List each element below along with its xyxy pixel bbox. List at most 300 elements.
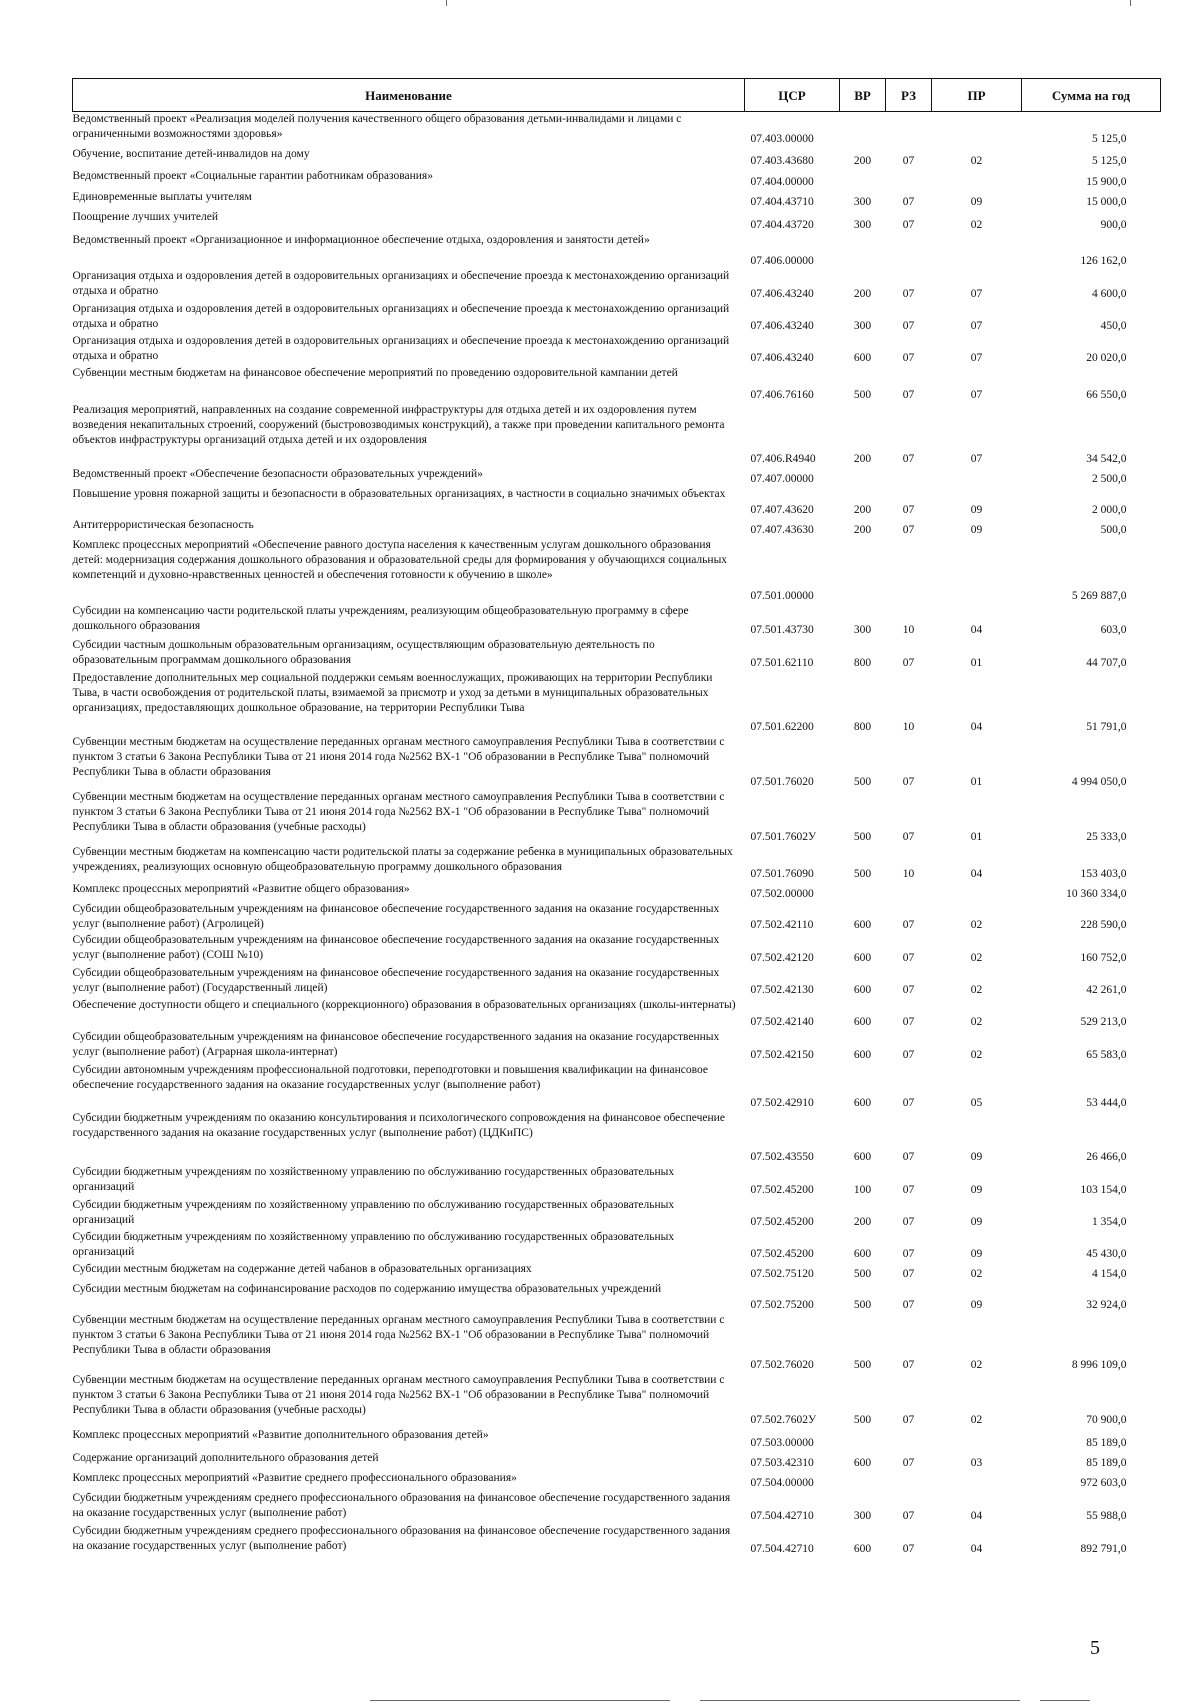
row-pr: 01 xyxy=(970,830,983,843)
row-name: Антитеррористическая безопасность xyxy=(72,518,254,531)
row-vr: 600 xyxy=(853,351,872,364)
table-row xyxy=(73,147,1161,169)
row-name: Субсидии автономным учреждениям профессиональной подготовки, переподготовки и повышения квалификации на финансовое обеспечение государственного задания на оказание государственных услуг (выполнение работ) xyxy=(72,1063,708,1091)
row-rz: 07 xyxy=(902,1358,915,1371)
table-row xyxy=(73,1428,1161,1451)
row-vr: 800 xyxy=(853,656,872,669)
row-rz: 07 xyxy=(902,775,915,788)
row-name: Комплекс процессных мероприятий «Развитие среднего профессионального образования» xyxy=(72,1471,517,1484)
row-sum: 66 550,0 xyxy=(1086,388,1127,401)
row-name: Субвенции местным бюджетам на осуществление переданных органам местного самоуправления Республики Тыва в соответствии с пунктом 3 статьи 6 Закона Республики Тыва от 21 июня 2014 года №2562 ВХ-1 "Об образовании в Республике Тыва" полномочий Республики Тыва в области образования (учебные расходы) xyxy=(72,790,725,833)
table-row xyxy=(73,933,1161,966)
row-sum: 53 444,0 xyxy=(1086,1096,1127,1109)
row-csr: 07.502.45200 xyxy=(750,1247,814,1260)
table-row xyxy=(73,403,1161,467)
row-sum: 603,0 xyxy=(1100,623,1127,636)
row-csr: 07.501.76020 xyxy=(750,775,814,788)
row-pr: 01 xyxy=(970,656,983,669)
row-csr: 07.406.43240 xyxy=(750,287,814,300)
row-csr: 07.502.42110 xyxy=(750,918,814,931)
row-sum: 2 000,0 xyxy=(1092,503,1127,516)
row-pr: 02 xyxy=(970,918,983,931)
row-rz: 07 xyxy=(902,1048,915,1061)
row-csr: 07.502.42120 xyxy=(750,951,814,964)
table-row xyxy=(73,735,1161,790)
row-sum: 55 988,0 xyxy=(1086,1509,1127,1522)
row-vr: 300 xyxy=(853,218,872,231)
row-sum: 228 590,0 xyxy=(1080,918,1127,931)
row-sum: 4 600,0 xyxy=(1092,287,1127,300)
row-sum: 34 542,0 xyxy=(1086,452,1127,465)
row-sum: 70 900,0 xyxy=(1086,1413,1127,1426)
row-vr: 200 xyxy=(853,452,872,465)
row-name: Субсидии бюджетным учреждениям по хозяйственному управлению по обслуживанию государственных образовательных организаций xyxy=(72,1198,675,1226)
table-body xyxy=(73,112,1161,1557)
row-pr: 09 xyxy=(970,1150,983,1163)
row-pr: 09 xyxy=(970,1183,983,1196)
table-row xyxy=(73,966,1161,998)
row-vr xyxy=(840,169,886,190)
row-rz: 07 xyxy=(902,1183,915,1196)
header-vr: ВР xyxy=(840,79,886,112)
row-rz: 07 xyxy=(902,830,915,843)
row-rz: 07 xyxy=(902,1015,915,1028)
table-row xyxy=(73,1313,1161,1373)
row-sum: 51 791,0 xyxy=(1086,720,1127,733)
row-name: Субсидии частным дошкольным образовательным организациям, осуществляющим образовательную деятельность по образовательным программам дошкольного образования xyxy=(72,638,655,666)
row-name: Субвенции местным бюджетам на компенсацию части родительской платы за содержание ребенка в муниципальных образовательных учреждениях, реализующих основную общеобразовательную программу дошкольного образования xyxy=(72,845,733,873)
row-name: Обеспечение доступности общего и специального (коррекционного) образования в образовательных организациях (школы-интернаты) xyxy=(72,998,736,1011)
row-sum: 4 154,0 xyxy=(1092,1267,1127,1280)
row-pr: 09 xyxy=(970,523,983,536)
row-csr: 07.501.00000 xyxy=(750,589,814,602)
row-name: Ведомственный проект «Обеспечение безопасности образовательных учреждений» xyxy=(72,467,483,480)
row-sum: 892 791,0 xyxy=(1080,1542,1127,1555)
scan-artifact-top-right xyxy=(1130,0,1131,6)
row-csr: 07.406.43240 xyxy=(750,351,814,364)
row-rz: 07 xyxy=(902,452,915,465)
row-pr: 07 xyxy=(970,351,983,364)
row-sum: 85 189,0 xyxy=(1086,1436,1127,1449)
row-name: Реализация мероприятий, направленных на создание современной инфраструктуры для отдыха детей и их оздоровления путем возведения некапитальных строений, сооружений (быстровозводимых конструкций), а также при проведении капитального ремонта объектов инфраструктуры организаций отдыха детей и их оздоровления xyxy=(72,403,725,446)
row-pr xyxy=(932,882,1022,902)
row-pr: 02 xyxy=(970,1413,983,1426)
row-name: Субсидии бюджетным учреждениям по хозяйственному управлению по обслуживанию государственных образовательных организаций xyxy=(72,1230,675,1258)
row-sum: 15 900,0 xyxy=(1086,175,1127,188)
row-rz: 10 xyxy=(902,867,915,880)
row-vr xyxy=(840,1471,886,1491)
row-csr: 07.502.43550 xyxy=(750,1150,814,1163)
table-row xyxy=(73,845,1161,882)
row-rz xyxy=(886,467,932,487)
table-row xyxy=(73,1524,1161,1557)
row-vr xyxy=(840,882,886,902)
row-name: Субвенции местным бюджетам на осуществление переданных органам местного самоуправления Республики Тыва в соответствии с пунктом 3 статьи 6 Закона Республики Тыва от 21 июня 2014 года №2562 ВХ-1 "Об образовании в Республике Тыва" полномочий Республики Тыва в области образования xyxy=(72,1313,725,1356)
table-row xyxy=(73,1230,1161,1262)
row-csr: 07.403.00000 xyxy=(750,132,814,145)
table-row xyxy=(73,467,1161,487)
row-sum: 153 403,0 xyxy=(1080,867,1127,880)
scan-artifact-bottom-3 xyxy=(1040,1700,1090,1701)
row-sum: 900,0 xyxy=(1100,218,1127,231)
table-row xyxy=(73,487,1161,518)
table-row xyxy=(73,902,1161,933)
row-vr: 300 xyxy=(853,1509,872,1522)
row-csr: 07.501.62110 xyxy=(750,656,814,669)
row-sum: 126 162,0 xyxy=(1080,254,1127,267)
table-row xyxy=(73,882,1161,902)
table-header xyxy=(73,79,1161,112)
row-pr: 09 xyxy=(970,1247,983,1260)
header-sum: Сумма на год xyxy=(1022,79,1161,112)
row-vr: 200 xyxy=(853,503,872,516)
table-row xyxy=(73,1030,1161,1063)
row-pr: 04 xyxy=(970,623,983,636)
row-pr: 09 xyxy=(970,1298,983,1311)
row-vr xyxy=(840,467,886,487)
row-rz: 07 xyxy=(902,1413,915,1426)
row-vr: 600 xyxy=(853,951,872,964)
row-csr: 07.503.00000 xyxy=(750,1436,814,1449)
row-rz: 07 xyxy=(902,319,915,332)
table-row xyxy=(73,269,1161,302)
row-name: Субсидии местным бюджетам на содержание детей чабанов в образовательных организациях xyxy=(72,1262,532,1275)
row-rz xyxy=(886,1471,932,1491)
row-pr: 07 xyxy=(970,388,983,401)
row-csr: 07.406.76160 xyxy=(750,388,814,401)
row-rz: 07 xyxy=(902,1509,915,1522)
table-row xyxy=(73,169,1161,190)
row-pr xyxy=(932,538,1022,604)
row-sum: 2 500,0 xyxy=(1092,472,1127,485)
row-pr: 04 xyxy=(970,1542,983,1555)
table-row xyxy=(73,1262,1161,1282)
row-name: Субсидии бюджетным учреждениям среднего профессионального образования на финансовое обеспечение государственного задания на оказание государственных услуг (выполнение работ) xyxy=(72,1524,731,1552)
row-pr: 02 xyxy=(970,951,983,964)
row-name: Субвенции местным бюджетам на финансовое обеспечение мероприятий по проведению оздоровительной кампании детей xyxy=(72,366,678,379)
table-row xyxy=(73,1491,1161,1524)
table-row xyxy=(73,1111,1161,1165)
header-row xyxy=(73,79,1161,112)
row-pr: 07 xyxy=(970,452,983,465)
row-name: Организация отдыха и оздоровления детей в оздоровительных организациях и обеспечение проезда к местонахождению организаций отдыха и обратно xyxy=(72,269,730,297)
row-vr: 600 xyxy=(853,1096,872,1109)
row-rz xyxy=(886,882,932,902)
row-name: Комплекс процессных мероприятий «Обеспечение равного доступа населения к качественным услугам дошкольного образования детей: модернизация содержания дошкольного образования и образовательной среды для формирования у обучающихся социальных компетенций и духовно-нравственных ценностей и обеспечения готовности к обучению в школе» xyxy=(72,538,728,581)
row-csr: 07.406.43240 xyxy=(750,319,814,332)
row-rz: 07 xyxy=(902,1215,915,1228)
row-sum: 32 924,0 xyxy=(1086,1298,1127,1311)
row-sum: 45 430,0 xyxy=(1086,1247,1127,1260)
row-csr: 07.502.42140 xyxy=(750,1015,814,1028)
row-vr: 300 xyxy=(853,319,872,332)
header-csr: ЦСР xyxy=(745,79,840,112)
header-name: Наименование xyxy=(73,79,745,112)
table-row xyxy=(73,518,1161,538)
row-csr: 07.406.R4940 xyxy=(750,452,816,465)
row-sum: 5 125,0 xyxy=(1092,154,1127,167)
row-pr xyxy=(932,233,1022,269)
row-rz: 07 xyxy=(902,503,915,516)
scan-artifact-bottom-2 xyxy=(700,1700,1020,1701)
row-name: Субсидии на компенсацию части родительской платы учреждениям, реализующим общеобразовательную программу в сфере дошкольного образования xyxy=(72,604,689,632)
table-row xyxy=(73,302,1161,334)
row-name: Единовременные выплаты учителям xyxy=(72,190,252,203)
header-pr: ПР xyxy=(932,79,1022,112)
row-rz: 07 xyxy=(902,218,915,231)
row-pr: 09 xyxy=(970,503,983,516)
row-rz: 10 xyxy=(902,720,915,733)
row-csr: 07.502.42910 xyxy=(750,1096,814,1109)
row-csr: 07.406.00000 xyxy=(750,254,814,267)
row-name: Повышение уровня пожарной защиты и безопасности в образовательных организациях, в частности в социально значимых объектах xyxy=(72,487,726,500)
table-row xyxy=(73,538,1161,604)
row-csr: 07.502.42150 xyxy=(750,1048,814,1061)
row-rz xyxy=(886,538,932,604)
table-row xyxy=(73,1471,1161,1491)
row-csr: 07.501.76090 xyxy=(750,867,814,880)
row-vr xyxy=(840,538,886,604)
row-pr: 02 xyxy=(970,1048,983,1061)
row-csr: 07.403.43680 xyxy=(750,154,814,167)
row-csr: 07.504.42710 xyxy=(750,1509,814,1522)
row-vr: 600 xyxy=(853,1542,872,1555)
row-rz xyxy=(886,233,932,269)
row-sum: 10 360 334,0 xyxy=(1066,887,1127,900)
row-name: Комплекс процессных мероприятий «Развитие общего образования» xyxy=(72,882,410,895)
row-name: Субсидии бюджетным учреждениям по оказанию консультирования и психологического сопровождения на финансовое обеспечение государственного задания на оказание государственных услуг (выполнение работ) (ЦДКиПС) xyxy=(72,1111,725,1139)
row-csr: 07.501.7602У xyxy=(750,830,817,843)
scan-artifact-top xyxy=(446,0,447,6)
row-vr xyxy=(840,112,886,147)
row-csr: 07.502.7602У xyxy=(750,1413,817,1426)
row-name: Субсидии общеобразовательным учреждениям на финансовое обеспечение государственного задания на оказание государственных услуг (выполнение работ) (Аграрная школа-интернат) xyxy=(72,1030,720,1058)
page-number: 5 xyxy=(1090,1637,1100,1659)
row-pr: 07 xyxy=(970,287,983,300)
row-vr: 500 xyxy=(853,775,872,788)
row-name: Предоставление дополнительных мер социальной поддержки семьям военнослужащих, проживающих на территории Республики Тыва, в части освобождения от родительской платы, взимаемой за присмотр и уход за детьми в муниципальных образовательных организациях, предоставляющих дошкольное образование, на территории Республики Тыва xyxy=(72,671,713,714)
row-pr: 04 xyxy=(970,1509,983,1522)
row-vr: 500 xyxy=(853,388,872,401)
row-vr: 200 xyxy=(853,154,872,167)
row-sum: 972 603,0 xyxy=(1080,1476,1127,1489)
budget-table xyxy=(72,78,1161,1557)
row-rz: 07 xyxy=(902,287,915,300)
row-csr: 07.404.43720 xyxy=(750,218,814,231)
row-sum: 85 189,0 xyxy=(1086,1456,1127,1469)
row-vr: 500 xyxy=(853,1267,872,1280)
row-csr: 07.407.43630 xyxy=(750,523,814,536)
table-row xyxy=(73,1282,1161,1313)
row-name: Субсидии общеобразовательным учреждениям на финансовое обеспечение государственного задания на оказание государственных услуг (выполнение работ) (СОШ №10) xyxy=(72,933,720,961)
row-csr: 07.502.45200 xyxy=(750,1183,814,1196)
table-row xyxy=(73,1063,1161,1111)
row-sum: 5 269 887,0 xyxy=(1071,589,1127,602)
row-pr: 02 xyxy=(970,1267,983,1280)
row-csr: 07.503.42310 xyxy=(750,1456,814,1469)
row-csr: 07.502.76020 xyxy=(750,1358,814,1371)
row-rz: 07 xyxy=(902,1298,915,1311)
row-csr: 07.404.00000 xyxy=(750,175,814,188)
row-sum: 8 996 109,0 xyxy=(1071,1358,1127,1371)
row-rz: 07 xyxy=(902,195,915,208)
row-sum: 1 354,0 xyxy=(1092,1215,1127,1228)
row-rz: 07 xyxy=(902,1247,915,1260)
table-row xyxy=(73,671,1161,735)
table-row xyxy=(73,1451,1161,1471)
table-row xyxy=(73,366,1161,403)
row-vr: 600 xyxy=(853,1456,872,1469)
row-vr: 500 xyxy=(853,867,872,880)
row-rz: 07 xyxy=(902,1456,915,1469)
row-sum: 20 020,0 xyxy=(1086,351,1127,364)
row-rz: 07 xyxy=(902,351,915,364)
row-sum: 44 707,0 xyxy=(1086,656,1127,669)
table-row xyxy=(73,790,1161,845)
row-csr: 07.501.43730 xyxy=(750,623,814,636)
row-name: Комплекс процессных мероприятий «Развитие дополнительного образования детей» xyxy=(72,1428,489,1441)
row-sum: 529 213,0 xyxy=(1080,1015,1127,1028)
row-rz: 07 xyxy=(902,656,915,669)
row-sum: 25 333,0 xyxy=(1086,830,1127,843)
row-pr: 02 xyxy=(970,1358,983,1371)
row-name: Субсидии бюджетным учреждениям среднего профессионального образования на финансовое обеспечение государственного задания на оказание государственных услуг (выполнение работ) xyxy=(72,1491,731,1519)
row-rz: 07 xyxy=(902,983,915,996)
table-row xyxy=(73,1198,1161,1230)
row-vr: 500 xyxy=(853,1413,872,1426)
row-vr: 600 xyxy=(853,1150,872,1163)
row-vr: 100 xyxy=(853,1183,872,1196)
row-rz: 07 xyxy=(902,154,915,167)
row-sum: 65 583,0 xyxy=(1086,1048,1127,1061)
row-name: Ведомственный проект «Организационное и информационное обеспечение отдыха, оздоровления и занятости детей» xyxy=(72,233,650,246)
row-rz: 07 xyxy=(902,1096,915,1109)
row-sum: 500,0 xyxy=(1100,523,1127,536)
row-vr: 600 xyxy=(853,983,872,996)
table-row xyxy=(73,1165,1161,1198)
row-csr: 07.502.00000 xyxy=(750,887,814,900)
row-rz: 07 xyxy=(902,1542,915,1555)
row-rz xyxy=(886,169,932,190)
table-row xyxy=(73,210,1161,233)
row-csr: 07.504.42710 xyxy=(750,1542,814,1555)
row-vr: 300 xyxy=(853,623,872,636)
row-vr: 500 xyxy=(853,830,872,843)
row-vr xyxy=(840,1428,886,1451)
row-rz: 07 xyxy=(902,951,915,964)
row-pr xyxy=(932,112,1022,147)
row-pr: 01 xyxy=(970,775,983,788)
row-sum: 26 466,0 xyxy=(1086,1150,1127,1163)
row-csr: 07.404.43710 xyxy=(750,195,814,208)
row-name: Организация отдыха и оздоровления детей в оздоровительных организациях и обеспечение проезда к местонахождению организаций отдыха и обратно xyxy=(72,334,730,362)
table-row xyxy=(73,1373,1161,1428)
row-pr: 09 xyxy=(970,1215,983,1228)
scan-artifact-bottom-1 xyxy=(370,1700,670,1701)
row-name: Поощрение лучших учителей xyxy=(72,210,219,223)
row-sum: 5 125,0 xyxy=(1092,132,1127,145)
row-vr: 200 xyxy=(853,1215,872,1228)
row-csr: 07.502.45200 xyxy=(750,1215,814,1228)
row-name: Ведомственный проект «Социальные гарантии работникам образования» xyxy=(72,169,433,182)
row-vr: 600 xyxy=(853,1015,872,1028)
row-pr: 05 xyxy=(970,1096,983,1109)
row-rz: 10 xyxy=(902,623,915,636)
row-name: Субсидии общеобразовательным учреждениям на финансовое обеспечение государственного задания на оказание государственных услуг (выполнение работ) (Агролицей) xyxy=(72,902,720,930)
row-csr: 07.501.62200 xyxy=(750,720,814,733)
row-vr: 600 xyxy=(853,1048,872,1061)
row-pr: 04 xyxy=(970,867,983,880)
row-pr xyxy=(932,1471,1022,1491)
row-csr: 07.407.43620 xyxy=(750,503,814,516)
row-pr: 09 xyxy=(970,195,983,208)
row-rz xyxy=(886,112,932,147)
row-csr: 07.504.00000 xyxy=(750,1476,814,1489)
row-vr: 300 xyxy=(853,195,872,208)
row-vr xyxy=(840,233,886,269)
row-rz: 07 xyxy=(902,1150,915,1163)
row-rz: 07 xyxy=(902,1267,915,1280)
row-sum: 15 000,0 xyxy=(1086,195,1127,208)
row-vr: 500 xyxy=(853,1358,872,1371)
row-vr: 500 xyxy=(853,1298,872,1311)
row-vr: 200 xyxy=(853,287,872,300)
row-pr xyxy=(932,1428,1022,1451)
row-sum: 4 994 050,0 xyxy=(1071,775,1127,788)
row-rz: 07 xyxy=(902,523,915,536)
row-rz: 07 xyxy=(902,918,915,931)
row-rz xyxy=(886,1428,932,1451)
row-pr: 02 xyxy=(970,983,983,996)
row-vr: 600 xyxy=(853,918,872,931)
row-sum: 160 752,0 xyxy=(1080,951,1127,964)
row-name: Организация отдыха и оздоровления детей в оздоровительных организациях и обеспечение проезда к местонахождению организаций отдыха и обратно xyxy=(72,302,730,330)
row-pr: 02 xyxy=(970,1015,983,1028)
table-row xyxy=(73,112,1161,147)
row-pr: 03 xyxy=(970,1456,983,1469)
row-csr: 07.502.75120 xyxy=(750,1267,814,1280)
header-rz: РЗ xyxy=(886,79,932,112)
row-pr xyxy=(932,467,1022,487)
row-pr: 07 xyxy=(970,319,983,332)
row-csr: 07.502.75200 xyxy=(750,1298,814,1311)
table-row xyxy=(73,604,1161,638)
row-name: Содержание организаций дополнительного образования детей xyxy=(72,1451,379,1464)
row-pr xyxy=(932,169,1022,190)
row-pr: 04 xyxy=(970,720,983,733)
row-rz: 07 xyxy=(902,388,915,401)
row-name: Субвенции местным бюджетам на осуществление переданных органам местного самоуправления Республики Тыва в соответствии с пунктом 3 статьи 6 Закона Республики Тыва от 21 июня 2014 года №2562 ВХ-1 "Об образовании в Республике Тыва" полномочий Республики Тыва в области образования (учебные расходы) xyxy=(72,1373,725,1416)
row-csr: 07.407.00000 xyxy=(750,472,814,485)
table-row xyxy=(73,998,1161,1030)
row-name: Обучение, воспитание детей-инвалидов на дому xyxy=(72,147,310,160)
row-pr: 02 xyxy=(970,154,983,167)
row-vr: 600 xyxy=(853,1247,872,1260)
table-row xyxy=(73,190,1161,210)
row-name: Субсидии местным бюджетам на софинансирование расходов по содержанию имущества образовательных учреждений xyxy=(72,1282,662,1295)
row-name: Ведомственный проект «Реализация моделей получения качественного общего образования детьми-инвалидами и лицами с ограниченными возможностями здоровья» xyxy=(72,113,682,140)
row-name: Субсидии бюджетным учреждениям по хозяйственному управлению по обслуживанию государственных образовательных организаций xyxy=(72,1165,675,1193)
row-name: Субсидии общеобразовательным учреждениям на финансовое обеспечение государственного задания на оказание государственных услуг (выполнение работ) (Государственный лицей) xyxy=(72,966,720,994)
row-sum: 103 154,0 xyxy=(1080,1183,1127,1196)
row-vr: 200 xyxy=(853,523,872,536)
row-name: Субвенции местным бюджетам на осуществление переданных органам местного самоуправления Республики Тыва в соответствии с пунктом 3 статьи 6 Закона Республики Тыва от 21 июня 2014 года №2562 ВХ-1 "Об образовании в Республике Тыва" полномочий Республики Тыва в области образования xyxy=(72,735,725,778)
row-pr: 02 xyxy=(970,218,983,231)
row-sum: 42 261,0 xyxy=(1086,983,1127,996)
row-csr: 07.502.42130 xyxy=(750,983,814,996)
table-row xyxy=(73,638,1161,671)
table-row xyxy=(73,334,1161,366)
